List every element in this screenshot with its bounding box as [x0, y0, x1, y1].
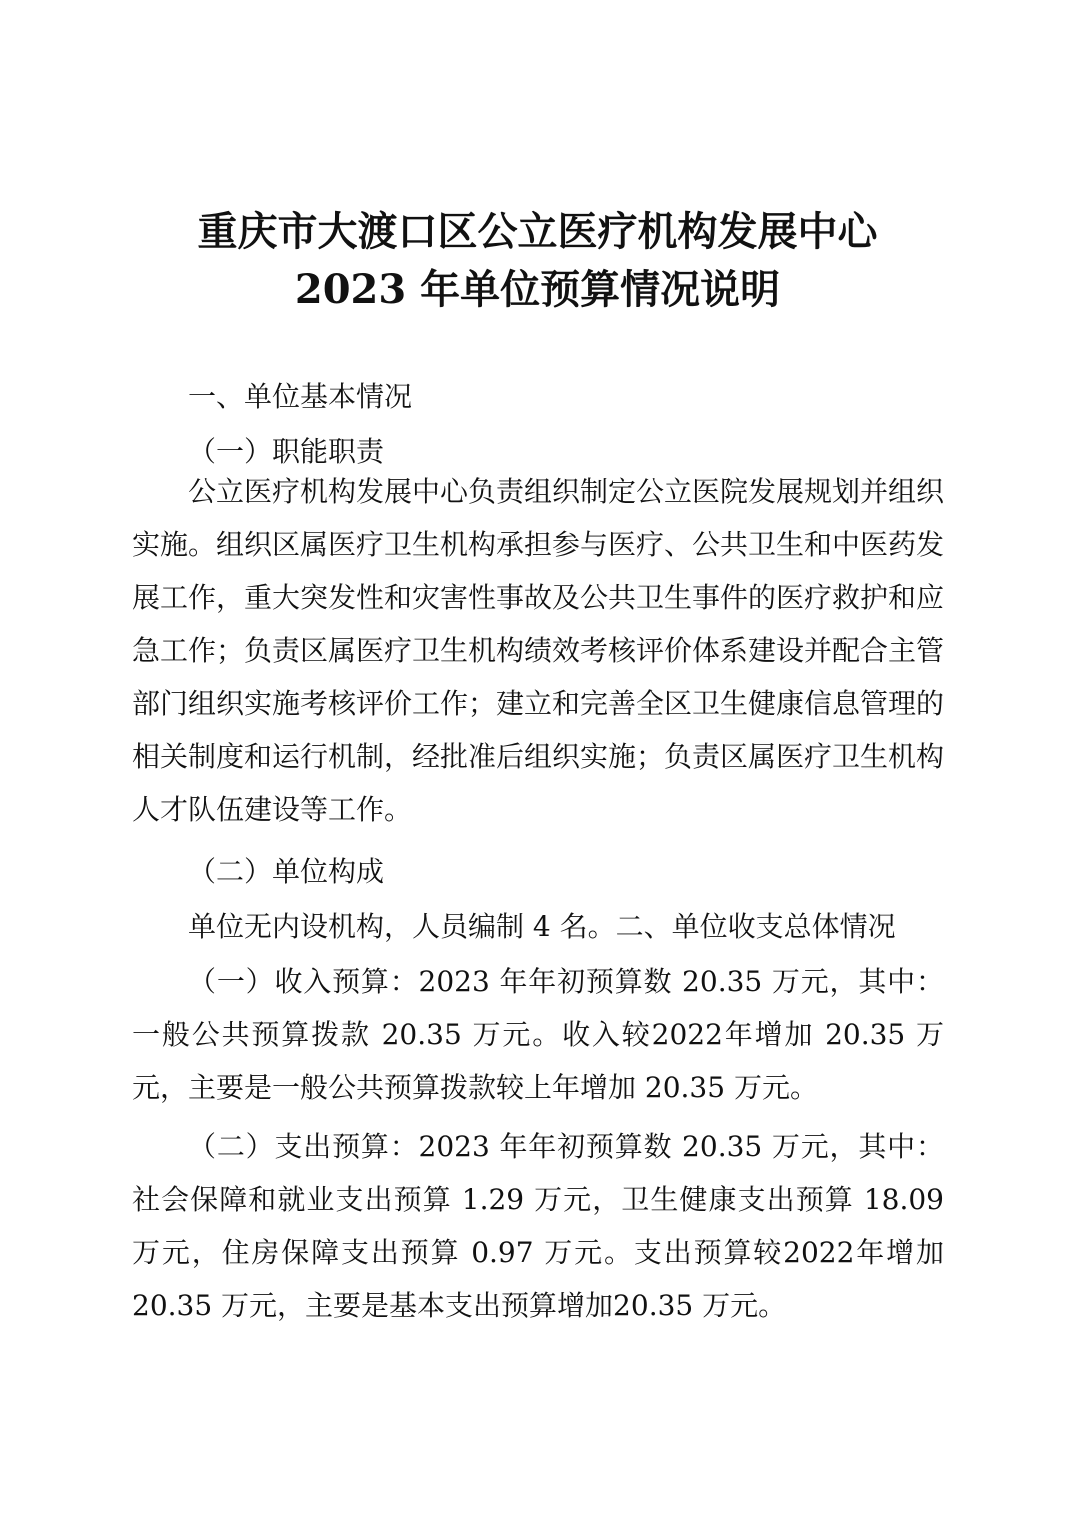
- functions-paragraph: 公立医疗机构发展中心负责组织制定公立医院发展规划并组织实施。组织区属医疗卫生机构承担参与医疗、公共卫生和中医药发展工作，重大突发性和灾害性事故及公共卫生事件的医疗救护和应急工作；负责区属医疗卫生机构绩效考核评价体系建设并配合主管部门组织实施考核评价工作；建立和完善全区卫生健康信息管理的相关制度和运行机制，经批准后组织实施；负责区属医疗卫生机构人才队伍建设等工作。: [132, 475, 945, 826]
- section-heading-basic-info: 一、单位基本情况: [188, 380, 413, 413]
- document-title-line-2: 2023 年单位预算情况说明: [294, 266, 781, 313]
- income-budget-paragraph: （一）收入预算：2023 年年初预算数 20.35 万元，其中：一般公共预算拨款 20.35 万元。收入较2022年增加 20.35 万元，主要是一般公共预算拨款较上年增加 20.35 万元。: [132, 965, 944, 1104]
- subheading-functions: （一）职能职责: [188, 435, 385, 468]
- expense-budget-paragraph: （二）支出预算：2023 年年初预算数 20.35 万元，其中：社会保障和就业支出预算 1.29 万元，卫生健康支出预算 18.09 万元，住房保障支出预算 0.97 万元。支出预算较2022年增加 20.35 万元，主要是基本支出预算增加20.35 万元。: [132, 1130, 944, 1322]
- composition-line: 单位无内设机构，人员编制 4 名。二、单位收支总体情况: [188, 910, 896, 943]
- subheading-composition: （二）单位构成: [188, 855, 385, 888]
- document-title-line-1: 重庆市大渡口区公立医疗机构发展中心: [197, 208, 878, 255]
